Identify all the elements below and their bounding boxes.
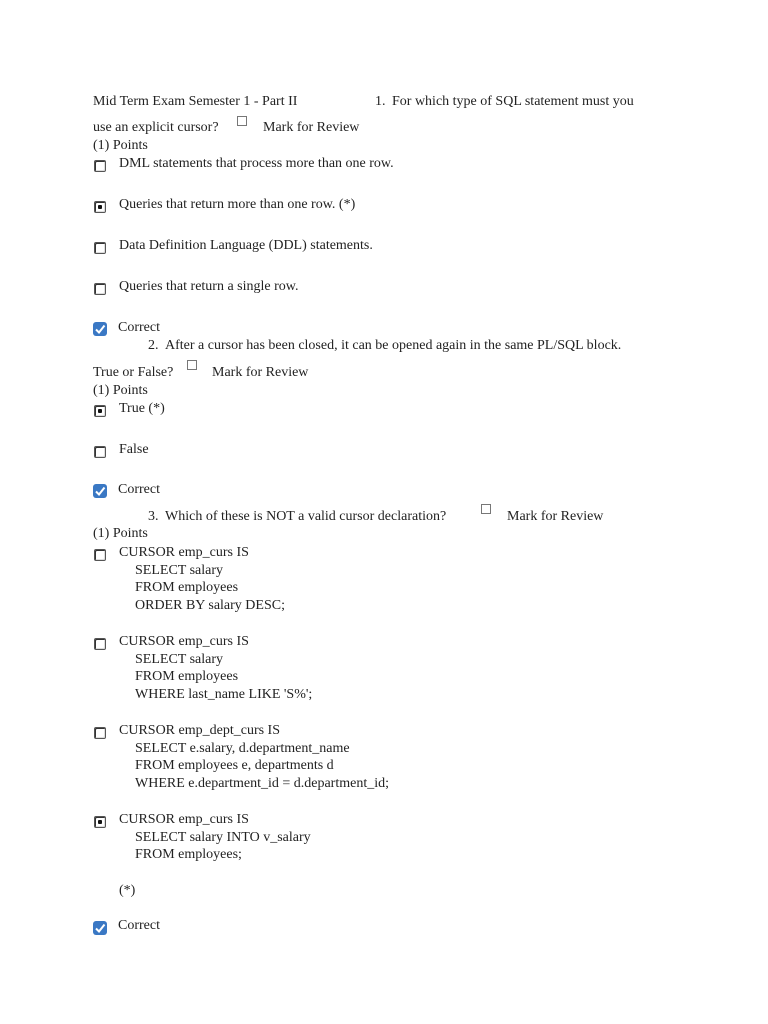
q3-option-1-line-2: SELECT salary bbox=[135, 563, 224, 578]
q3-option-2-line-1: CURSOR emp_curs IS bbox=[119, 634, 249, 649]
q1-mark-for-review-checkbox[interactable] bbox=[237, 116, 247, 126]
q3-mark-for-review-checkbox[interactable] bbox=[481, 504, 491, 514]
q3-option-3-line-2: SELECT e.salary, d.department_name bbox=[135, 741, 350, 756]
q3-option-4-correct-mark: (*) bbox=[119, 883, 136, 898]
q3-option-2-line-3: FROM employees bbox=[135, 669, 239, 684]
q1-mark-for-review-label: Mark for Review bbox=[263, 120, 360, 135]
q2-mark-for-review-label: Mark for Review bbox=[212, 365, 309, 380]
q1-points: (1) Points bbox=[93, 138, 148, 153]
q3-text: Which of these is NOT a valid cursor declaration? bbox=[165, 509, 447, 524]
q2-text-cont: True or False? bbox=[93, 365, 174, 380]
q3-option-1-line-3: FROM employees bbox=[135, 580, 239, 595]
q2-correct-label: Correct bbox=[118, 482, 160, 497]
q1-text: For which type of SQL statement must you bbox=[392, 94, 634, 109]
q1-text-cont: use an explicit cursor? bbox=[93, 120, 219, 135]
q1-option-1-radio[interactable] bbox=[94, 160, 106, 172]
q1-number: 1. bbox=[375, 94, 386, 109]
q3-option-3-radio[interactable] bbox=[94, 727, 106, 739]
q3-option-4-line-3: FROM employees; bbox=[135, 847, 242, 862]
q3-correct-check-icon bbox=[93, 921, 107, 935]
q2-option-2-radio[interactable] bbox=[94, 446, 106, 458]
q3-option-4-line-1: CURSOR emp_curs IS bbox=[119, 812, 249, 827]
q2-text: After a cursor has been closed, it can be opened again in the same PL/SQL block. bbox=[165, 338, 622, 353]
q3-option-1-line-1: CURSOR emp_curs IS bbox=[119, 545, 249, 560]
q2-number: 2. bbox=[148, 338, 159, 353]
q3-number: 3. bbox=[148, 509, 159, 524]
q3-option-2-line-2: SELECT salary bbox=[135, 652, 224, 667]
q3-option-4-line-2: SELECT salary INTO v_salary bbox=[135, 830, 311, 845]
q2-correct-check-icon bbox=[93, 484, 107, 498]
q1-correct-check-icon bbox=[93, 322, 107, 336]
q2-option-1-radio[interactable] bbox=[94, 405, 106, 417]
q1-correct-label: Correct bbox=[118, 320, 160, 335]
q1-option-2-radio[interactable] bbox=[94, 201, 106, 213]
q1-option-3-text: Data Definition Language (DDL) statements. bbox=[119, 238, 373, 253]
q1-option-3-radio[interactable] bbox=[94, 242, 106, 254]
page-title: Mid Term Exam Semester 1 - Part II bbox=[93, 94, 298, 109]
q3-option-2-line-4: WHERE last_name LIKE 'S%'; bbox=[135, 687, 313, 702]
q3-option-1-radio[interactable] bbox=[94, 549, 106, 561]
q1-option-1-text: DML statements that process more than one row. bbox=[119, 156, 394, 171]
q1-option-4-radio[interactable] bbox=[94, 283, 106, 295]
q3-mark-for-review-label: Mark for Review bbox=[507, 509, 604, 524]
q1-option-4-text: Queries that return a single row. bbox=[119, 279, 299, 294]
q2-option-1-text: True (*) bbox=[119, 401, 165, 416]
q2-mark-for-review-checkbox[interactable] bbox=[187, 360, 197, 370]
q3-option-3-line-4: WHERE e.department_id = d.department_id; bbox=[135, 776, 389, 791]
q3-correct-label: Correct bbox=[118, 918, 160, 933]
q3-option-3-line-1: CURSOR emp_dept_curs IS bbox=[119, 723, 280, 738]
q3-option-3-line-3: FROM employees e, departments d bbox=[135, 758, 334, 773]
q3-option-4-radio[interactable] bbox=[94, 816, 106, 828]
q3-points: (1) Points bbox=[93, 526, 148, 541]
q3-option-1-line-4: ORDER BY salary DESC; bbox=[135, 598, 285, 613]
q2-option-2-text: False bbox=[119, 442, 149, 457]
q2-points: (1) Points bbox=[93, 383, 148, 398]
q1-option-2-text: Queries that return more than one row. (*) bbox=[119, 197, 356, 212]
q3-option-2-radio[interactable] bbox=[94, 638, 106, 650]
